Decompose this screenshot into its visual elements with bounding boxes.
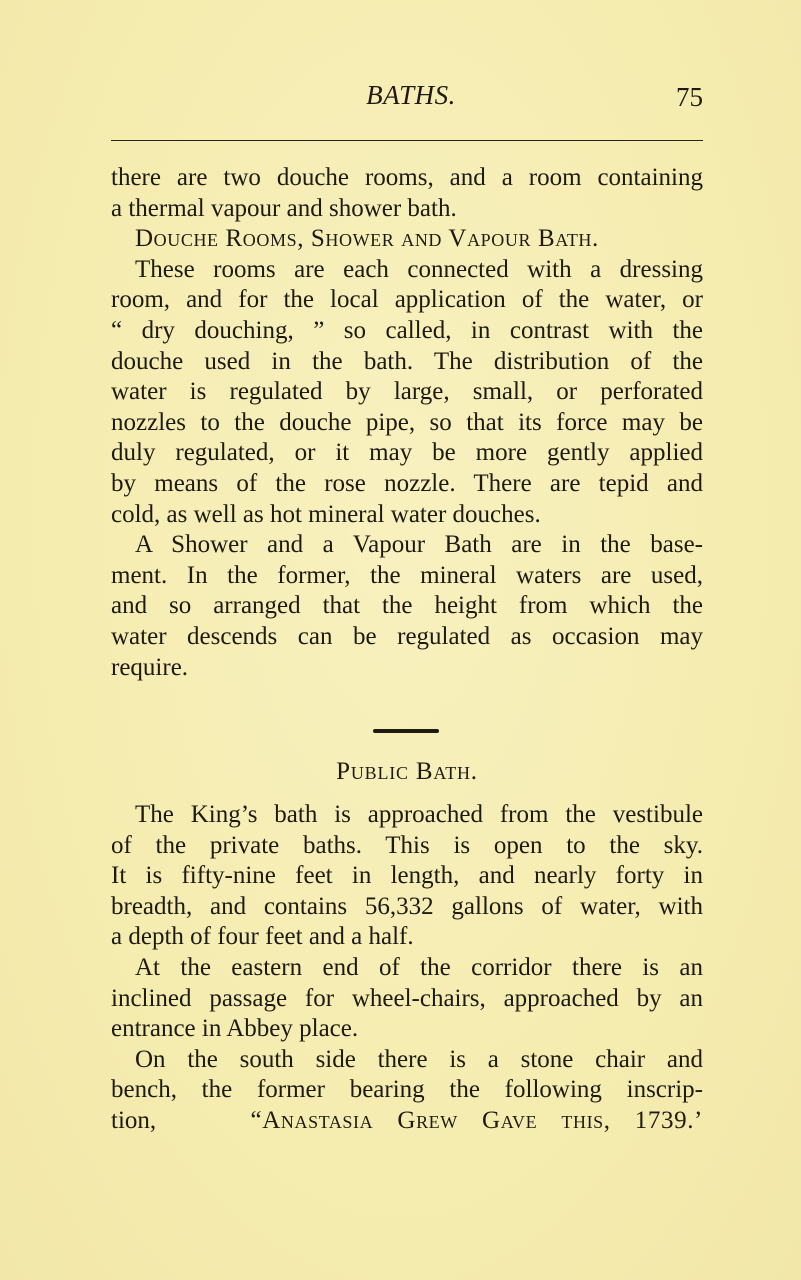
text-line: entrance in Abbey place.: [111, 1015, 359, 1043]
text-line: water descends can be regulated as occasion may: [111, 622, 703, 650]
section-douche-rooms: [111, 163, 703, 683]
text-line: On the south side there is a stone chair and: [135, 1045, 703, 1073]
text-line: a depth of four feet and a half.: [111, 923, 414, 951]
page-number: 75: [676, 82, 703, 112]
subheading: Douche Rooms, Shower and Vapour Bath.: [135, 225, 599, 253]
text-line: bench, the former bearing the following inscrip-: [111, 1076, 703, 1104]
section-separator: [373, 729, 439, 733]
running-title: BATHS.: [366, 80, 456, 110]
text-line: duly regulated, or it may be more gently applied: [111, 439, 703, 467]
text-line: At the eastern end of the corridor there is an: [135, 953, 703, 981]
text-line: A Shower and a Vapour Bath are in the base-: [135, 531, 703, 559]
text-line: These rooms are each connected with a dressing: [135, 255, 703, 283]
text-line: breadth, and contains 56,332 gallons of water, with: [111, 892, 703, 920]
text-line: It is fifty-nine feet in length, and nearly forty in: [111, 862, 703, 890]
text-line: The King’s bath is approached from the vestibule: [135, 801, 703, 828]
running-head: [111, 80, 703, 120]
text-line: douche used in the bath. The distribution of the: [111, 347, 703, 375]
text-line: and so arranged that the height from which the: [111, 592, 703, 620]
text-line: water is regulated by large, small, or perforated: [111, 378, 703, 406]
text-line: require.: [111, 653, 189, 681]
section-public-bath: [111, 800, 703, 1137]
text-line: ment. In the former, the mineral waters are used,: [111, 561, 703, 589]
section-heading: Public Bath.: [336, 758, 478, 785]
text-fragment: tion,: [111, 1106, 157, 1134]
inscription-line: [111, 1106, 703, 1137]
header-rule: [111, 140, 703, 141]
text-line: by means of the rose nozzle. There are tepid and: [111, 469, 703, 497]
inscription-text: “Anastasia Grew Gave this, 1739.’: [250, 1106, 703, 1134]
text-line: of the private baths. This is open to the sky.: [111, 831, 703, 859]
text-line: room, and for the local application of the water, or: [111, 286, 703, 314]
text-line: cold, as well as hot mineral water douches.: [111, 500, 541, 528]
text-line: there are two douche rooms, and a room containing: [111, 164, 703, 191]
text-line: “ dry douching, ” so called, in contrast with the: [111, 316, 703, 344]
text-line: inclined passage for wheel-chairs, approached by an: [111, 984, 703, 1012]
text-line: a thermal vapour and shower bath.: [111, 194, 457, 222]
text-line: nozzles to the douche pipe, so that its force may be: [111, 408, 703, 436]
